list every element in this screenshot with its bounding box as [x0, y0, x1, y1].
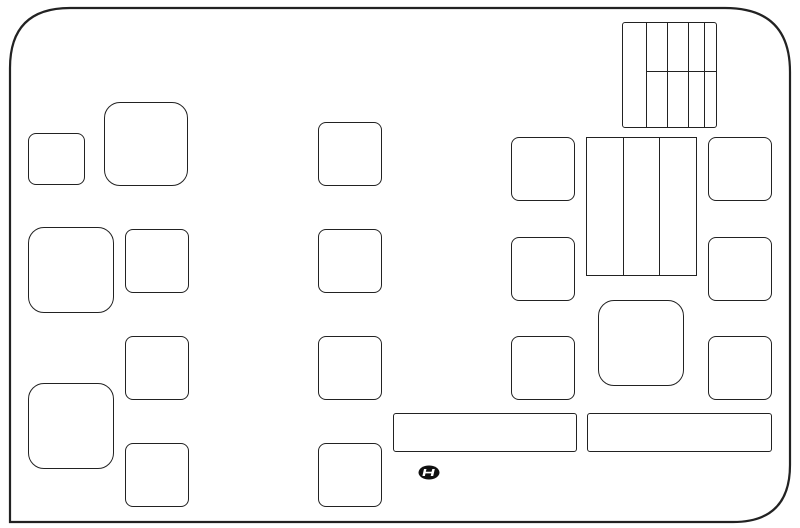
- spare-slot-left: [393, 413, 577, 452]
- relay-cfan-2: [28, 227, 114, 313]
- relay-cri: [125, 229, 189, 293]
- center-block: [586, 137, 697, 276]
- relay-comp: [511, 137, 575, 201]
- relay-tci-fan: [125, 443, 189, 507]
- relay-fr-wip: [708, 336, 772, 400]
- relay-inhibitor: [125, 336, 189, 400]
- relay-hlp-lo: [318, 229, 382, 293]
- relay-abs-wlp: [708, 237, 772, 301]
- relay-tlp: [318, 122, 382, 186]
- relay-start: [598, 300, 684, 386]
- relay-ebd-wlp: [708, 137, 772, 201]
- resistor-diode: [318, 443, 382, 507]
- relay-acc-socket: [511, 336, 575, 400]
- relay-dsl-eng-cfan-3: [28, 383, 114, 469]
- relay-blank: [511, 237, 575, 301]
- hyundai-logo: [418, 465, 440, 480]
- spare-slot-right: [587, 413, 772, 452]
- relay-cfan-1: [104, 102, 188, 186]
- relay-hlp-hi: [318, 336, 382, 400]
- fuse-puller: [28, 133, 85, 185]
- power-conn-block: [622, 22, 717, 128]
